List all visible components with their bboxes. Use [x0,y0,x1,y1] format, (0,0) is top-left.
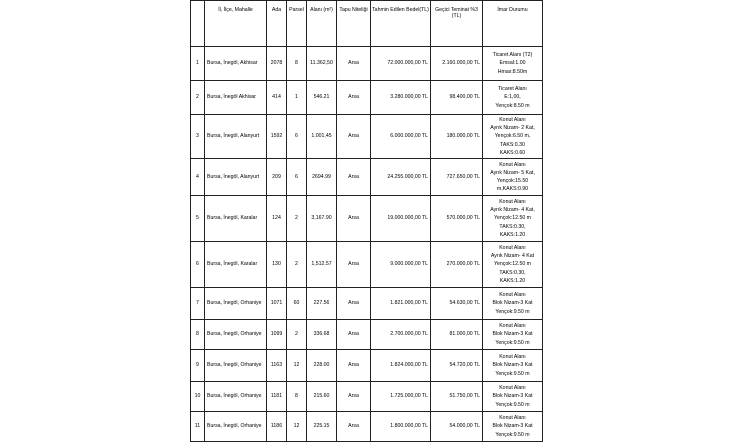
zoning-line: Blok Nizam-3 Kat [492,331,533,338]
row-estimated-value: 1.824.000,00 TL [371,350,431,382]
zoning-line: Yençok:6.50 m, [494,133,531,140]
row-title-deed: Arsa [337,242,371,288]
row-deposit: 270.000,00 TL [431,242,483,288]
row-ada: 1592 [267,115,287,159]
row-title-deed: Arsa [337,412,371,442]
table-body [191,47,543,442]
row-estimated-value: 72.000.000,00 TL [371,47,431,81]
row-title-deed: Arsa [337,288,371,320]
row-location: Bursa, İnegöl, Orhaniye [205,382,267,412]
row-deposit: 81.000,00 TL [431,320,483,350]
header-estimated-value: Tahmin Edilen Bedel(TL) [371,1,431,47]
row-number: 5 [191,196,205,242]
header-parsel: Parsel [287,1,307,47]
row-deposit: 98.400,00 TL [431,81,483,115]
table-row [191,196,543,242]
row-title-deed: Arsa [337,159,371,196]
row-estimated-value: 1.821.000,00 TL [371,288,431,320]
table-row [191,350,543,382]
row-number: 1 [191,47,205,81]
row-location: Bursa, İnegöl Akhisar [205,81,267,115]
row-number: 10 [191,382,205,412]
zoning-line: Yençok:12.50 m [493,215,531,222]
row-deposit: 54.630,00 TL [431,288,483,320]
zoning-line: TAKS:0.30, [499,269,526,276]
row-zoning [483,115,543,159]
zoning-line: Blok Nizam-3 Kat [492,362,533,369]
zoning-line: Blok Nizam-3 Kat [492,393,533,400]
header-title-deed: Tapu Niteliği [337,1,371,47]
zoning-line: Yençok:8.50 m [495,102,530,109]
row-zoning [483,320,543,350]
row-number: 9 [191,350,205,382]
row-location: Bursa, İnegöl, Alanyurt [205,159,267,196]
row-zoning [483,47,543,81]
zoning-line: Konut Alanı [499,117,526,124]
zoning-line: m,KAKS:0.90 [496,186,529,193]
row-location: Bursa, İnegöl, Karalar [205,242,267,288]
row-zoning [483,412,543,442]
row-deposit: 54.720,00 TL [431,350,483,382]
zoning-line: Ayrık Nizam- 5 Kat, [490,169,535,176]
row-deposit: 54.000,00 TL [431,412,483,442]
row-estimated-value: 19.000.000,00 TL [371,196,431,242]
zoning-line: Konut Alanı [499,161,526,168]
row-estimated-value: 24.255.000,00 TL [371,159,431,196]
zoning-line: TAKS:0.30 [500,141,525,148]
row-title-deed: Arsa [337,350,371,382]
table-row [191,115,543,159]
row-number: 2 [191,81,205,115]
table-row [191,47,543,81]
row-zoning [483,196,543,242]
zoning-line: Yençok:12.50 m [493,261,531,268]
document-page [190,0,542,438]
row-ada: 130 [267,242,287,288]
row-title-deed: Arsa [337,320,371,350]
row-location: Bursa, İnegöl, Orhaniye [205,350,267,382]
row-parsel: 2 [287,320,307,350]
table-row [191,412,543,442]
table-row [191,159,543,196]
row-number: 8 [191,320,205,350]
row-area: 225.15 [307,412,337,442]
row-parsel: 1 [287,81,307,115]
row-parsel: 2 [287,196,307,242]
row-number: 7 [191,288,205,320]
row-zoning [483,382,543,412]
row-deposit: 570.000,00 TL [431,196,483,242]
zoning-line: Ticaret Alanı [498,86,527,93]
row-ada: 209 [267,159,287,196]
row-number: 4 [191,159,205,196]
row-parsel: 8 [287,382,307,412]
row-estimated-value: 2.700.000,00 TL [371,320,431,350]
row-ada: 1186 [267,412,287,442]
zoning-line: Blok Nizam-3 Kat [492,423,533,430]
zoning-line: Konut Alanı [499,292,526,299]
zoning-line: Konut Alanı [499,245,526,252]
row-zoning [483,350,543,382]
header-no [191,1,205,47]
row-location: Bursa, İnegöl, Orhaniye [205,412,267,442]
row-deposit: 727.650,00 TL [431,159,483,196]
row-number: 11 [191,412,205,442]
row-zoning [483,288,543,320]
row-area: 228.00 [307,350,337,382]
row-area: 11.362,50 [307,47,337,81]
row-location: Bursa, İnegöl, Akhisar [205,47,267,81]
zoning-line: TAKS:0.30, [499,223,526,230]
row-ada: 1181 [267,382,287,412]
table-row [191,320,543,350]
row-title-deed: Arsa [337,196,371,242]
row-zoning [483,81,543,115]
row-number: 6 [191,242,205,288]
zoning-line: Hmax:8.50m [497,68,528,75]
row-ada: 1071 [267,288,287,320]
zoning-line: Konut Alanı [499,415,526,422]
zoning-line: Ayrık Nizam- 2 Kat, [490,125,535,132]
zoning-line: KAKS:0.60 [499,149,526,156]
row-area: 215.60 [307,382,337,412]
row-estimated-value: 3.280.000,00 TL [371,81,431,115]
header-zoning: İmar Durumu [483,1,543,47]
header-location: İl, İlçe, Mahalle [205,1,267,47]
row-zoning [483,242,543,288]
zoning-line: KAKS:1.20 [499,231,526,238]
row-ada: 2078 [267,47,287,81]
row-estimated-value: 6.000.000,00 TL [371,115,431,159]
zoning-line: Emsal:1.00 [499,60,526,67]
row-location: Bursa, İnegöl, Alanyurt [205,115,267,159]
header-row [191,1,543,47]
row-title-deed: Arsa [337,47,371,81]
row-ada: 1099 [267,320,287,350]
row-location: Bursa, İnegöl, Karalar [205,196,267,242]
table-row [191,288,543,320]
row-area: 2694.99 [307,159,337,196]
row-deposit: 51.750,00 TL [431,382,483,412]
row-title-deed: Arsa [337,115,371,159]
row-ada: 1163 [267,350,287,382]
row-estimated-value: 9.000.000,00 TL [371,242,431,288]
land-tender-table [190,0,543,442]
table-row [191,81,543,115]
zoning-line: Konut Alanı [499,323,526,330]
zoning-line: Yençok:9.50 m [495,431,530,438]
row-ada: 124 [267,196,287,242]
row-deposit: 2.160.000,00 TL [431,47,483,81]
zoning-line: Yençok:9.50 m [495,339,530,346]
row-parsel: 6 [287,115,307,159]
table-row [191,242,543,288]
row-title-deed: Arsa [337,382,371,412]
zoning-line: Konut Alanı [499,385,526,392]
zoning-line: KAKS:1.20 [499,277,526,284]
row-zoning [483,159,543,196]
row-parsel: 6 [287,159,307,196]
header-ada: Ada [267,1,287,47]
row-area: 3,167.90 [307,196,337,242]
zoning-line: Yençok:9.50 m [495,401,530,408]
row-estimated-value: 1.800.000,00 TL [371,412,431,442]
row-deposit: 180.000,00 TL [431,115,483,159]
row-parsel: 60 [287,288,307,320]
row-estimated-value: 1.725.000,00 TL [371,382,431,412]
row-area: 546.21 [307,81,337,115]
row-parsel: 12 [287,350,307,382]
zoning-line: Yençok:9.50 m [495,308,530,315]
row-title-deed: Arsa [337,81,371,115]
zoning-line: Konut Alanı [499,354,526,361]
row-location: Bursa, İnegöl, Orhaniye [205,320,267,350]
row-area: 336.68 [307,320,337,350]
row-area: 1.001,45 [307,115,337,159]
row-ada: 414 [267,81,287,115]
row-location: Bursa, İnegöl, Orhaniye [205,288,267,320]
row-parsel: 8 [287,47,307,81]
row-area: 1,512.57 [307,242,337,288]
row-number: 3 [191,115,205,159]
zoning-line: Blok Nizam-3 Kat [492,300,533,307]
zoning-line: E:1,00, [504,94,521,101]
zoning-line: Ayrık Nizam- 4 Kat, [490,207,535,214]
zoning-line: Konut Alanı [499,199,526,206]
row-parsel: 12 [287,412,307,442]
zoning-line: Ticaret Alanı (T2) [492,52,533,59]
zoning-line: Yençok:9.50 m [495,370,530,377]
row-parsel: 2 [287,242,307,288]
table-row [191,382,543,412]
zoning-line: Ayrık Nizam- 4 Kat [490,253,535,260]
header-area: Alanı (m²) [307,1,337,47]
zoning-line: Yençok:15.50 [496,178,529,184]
row-area: 227.56 [307,288,337,320]
header-deposit: Geçici Teminat %3 (TL) [431,1,483,47]
